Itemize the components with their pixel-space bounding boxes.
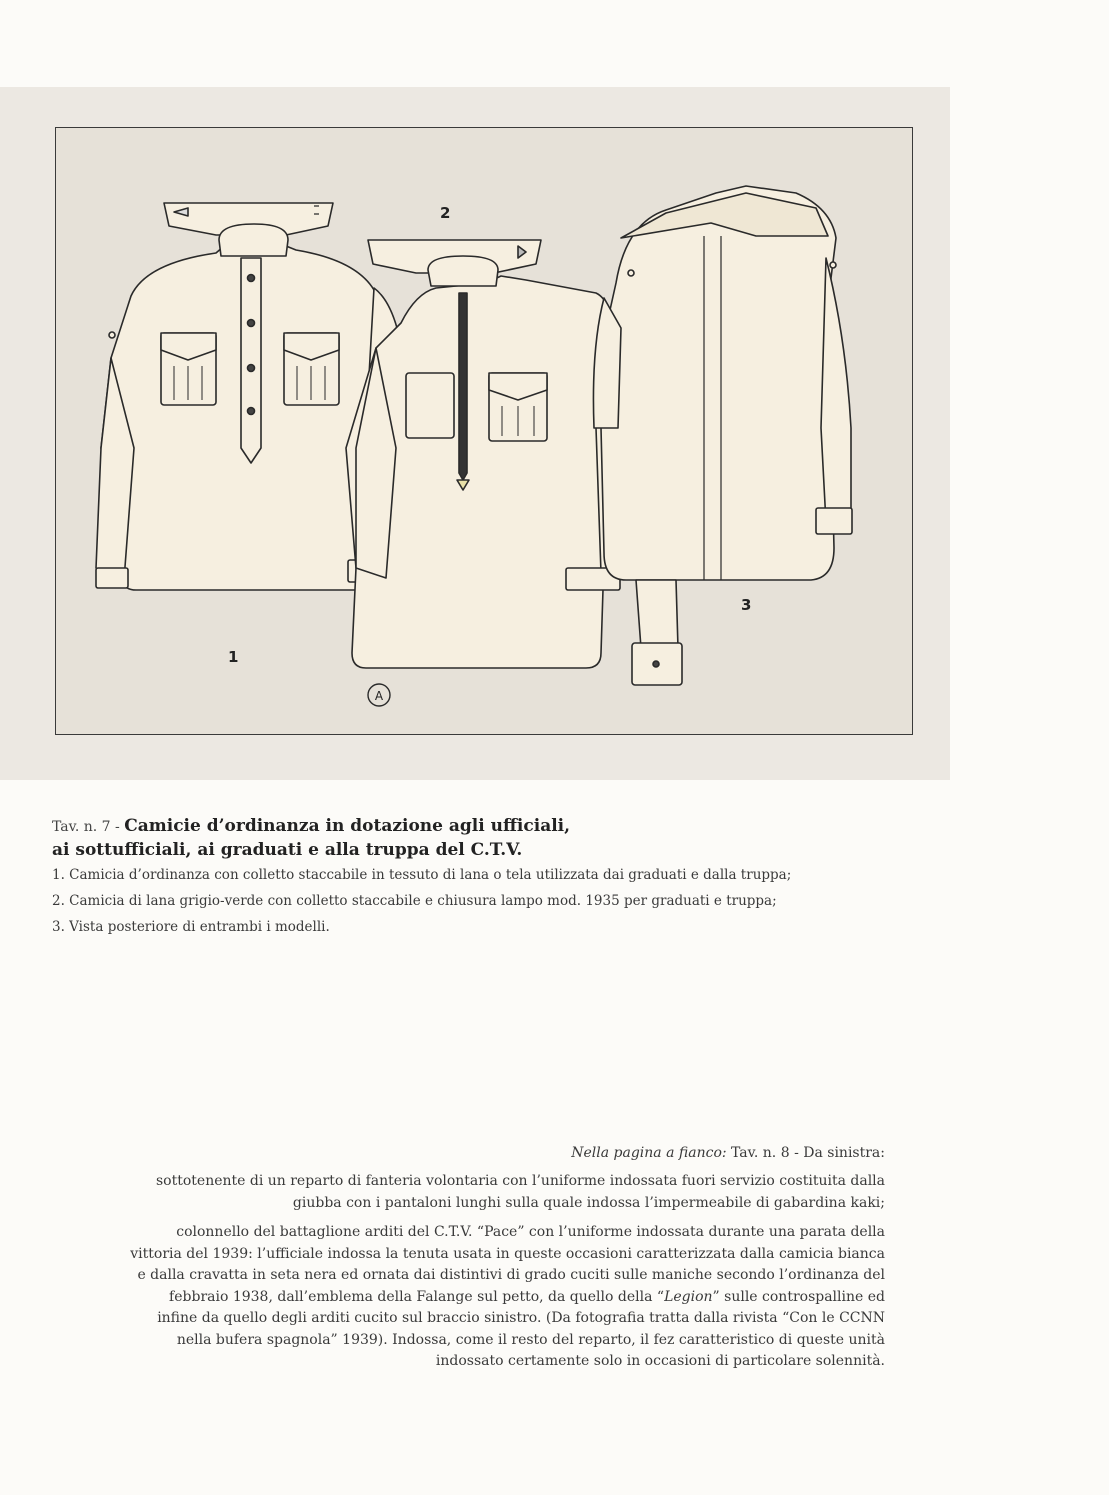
label-2: 2 xyxy=(440,204,451,222)
illustration-plate xyxy=(55,127,913,735)
caption-item-1: 1. Camicia d’ordinanza con colletto staccabile in tessuto di lana o tela utilizzata dai graduati e dalla truppa; xyxy=(52,867,792,883)
facing-p2-line1: colonnello del battaglione arditi del C.T.V. “Pace” con l’uniforme indossata durante una parata della xyxy=(176,1224,885,1240)
facing-p2-line2: vittoria del 1939: l’ufficiale indossa la tenuta usata in queste occasioni caratterizzata dalla camicia bianca xyxy=(130,1245,885,1262)
shirt-2-drawing xyxy=(346,240,636,668)
maker-logo xyxy=(368,684,390,706)
facing-paragraph-2 xyxy=(30,1222,885,1373)
facing-p2-line7: indossato certamente solo in occasioni di particolare solennità. xyxy=(435,1353,885,1369)
caption-title-line2: ai sottufficiali, ai graduati e alla truppa del C.T.V. xyxy=(52,840,523,860)
facing-p1-line1: sottotenente di un reparto di fanteria volontaria con l’uniforme indossata fuori servizio costituita dalla xyxy=(155,1173,885,1189)
facing-p2-legion: Legion xyxy=(664,1288,713,1305)
plate-caption xyxy=(52,815,902,940)
facing-p2-line4b: ” sulle controspalline ed xyxy=(712,1288,885,1305)
facing-lead-rest: Tav. n. 8 - Da sinistra: xyxy=(726,1145,885,1161)
facing-p2-line3: e dalla cravatta in seta nera ed ornata dai distintivi di grado cuciti sulle maniche secondo l’ordinanza del xyxy=(137,1267,885,1283)
label-1: 1 xyxy=(228,648,239,666)
shirt-3-drawing xyxy=(593,186,852,685)
caption-item-3: 3. Vista posteriore di entrambi i modelli. xyxy=(52,919,330,935)
facing-p2-line6: nella bufera spagnola” 1939). Indossa, come il resto del reparto, il fez caratteristico di queste unità xyxy=(176,1331,885,1348)
caption-title-line1: Camicie d’ordinanza in dotazione agli ufficiali, xyxy=(124,816,571,836)
facing-p1-line2: giubba con i pantaloni lunghi sulla quale indossa l’impermeabile di gabardina kaki; xyxy=(292,1194,885,1211)
caption-title xyxy=(52,815,902,862)
svg-text:A: A xyxy=(374,689,384,703)
facing-p2-line4a: febbraio 1938, dall’emblema della Falange sul petto, da quello della “ xyxy=(169,1288,665,1305)
facing-paragraph-1 xyxy=(30,1171,885,1214)
label-3: 3 xyxy=(741,596,752,614)
facing-page-caption xyxy=(30,1143,885,1373)
facing-lead-italic: Nella pagina a fianco: xyxy=(571,1145,727,1161)
facing-lead xyxy=(30,1143,885,1163)
caption-prefix: Tav. n. 7 - xyxy=(52,819,125,835)
caption-item-2: 2. Camicia di lana grigio-verde con colletto staccabile e chiusura lampo mod. 1935 per graduati e truppa; xyxy=(52,893,777,909)
facing-p2-line5: infine da quello degli arditi cucito sul braccio sinistro. (Da fotografia tratta dalla rivista “Con le CCNN xyxy=(157,1310,885,1326)
shirts-illustration xyxy=(56,128,912,734)
